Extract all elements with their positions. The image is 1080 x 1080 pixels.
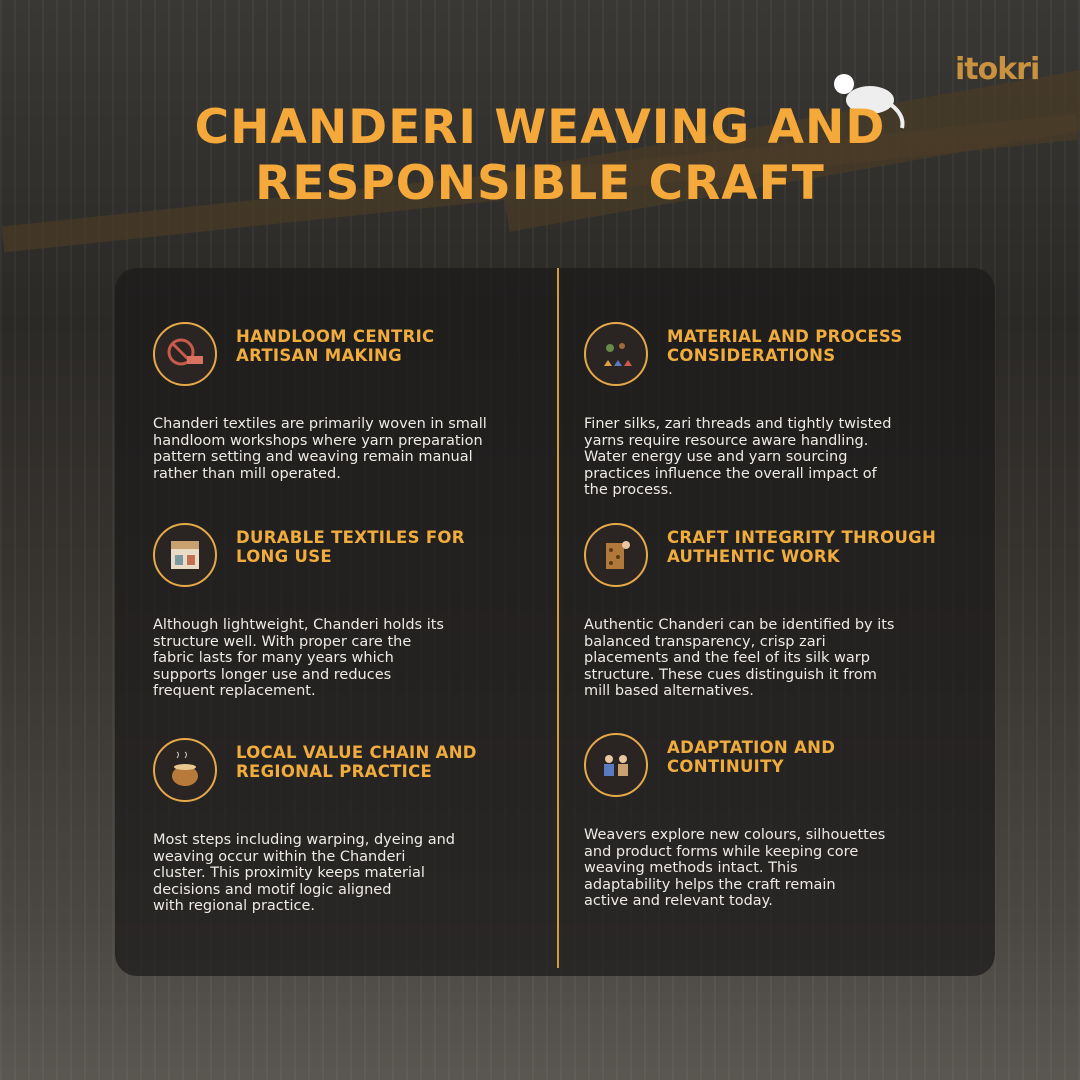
material-threads-icon: [584, 322, 648, 386]
item-heading: HANDLOOM CENTRIC ARTISAN MAKING: [236, 327, 435, 365]
item-heading: DURABLE TEXTILES FOR LONG USE: [236, 528, 465, 566]
fabric-inspect-icon: [584, 523, 648, 587]
item-heading: LOCAL VALUE CHAIN AND REGIONAL PRACTICE: [236, 743, 477, 781]
handloom-no-machine-icon: [153, 322, 217, 386]
shop-textiles-icon: [153, 523, 217, 587]
dye-pot-icon: [153, 738, 217, 802]
item-heading: CRAFT INTEGRITY THROUGH AUTHENTIC WORK: [667, 528, 937, 566]
item-body: Chanderi textiles are primarily woven in small handloom workshops where yarn preparation pattern setting and weaving remain manual rather than mill operated.: [153, 416, 487, 482]
item-body: Finer silks, zari threads and tightly twisted yarns require resource aware handling. Water energy use and yarn sourcing practices influence the overall impact of the process.: [584, 416, 892, 498]
item-body: Authentic Chanderi can be identified by its balanced transparency, crisp zari placements and the feel of its silk warp structure. These cues distinguish it from mill based alternatives.: [584, 617, 895, 699]
brand-logo: itokri: [955, 52, 1040, 87]
item-body: Although lightweight, Chanderi holds its structure well. With proper care the fabric lasts for many years which supports longer use and reduces frequent replacement.: [153, 617, 444, 699]
column-divider: [557, 268, 559, 968]
weavers-icon: [584, 733, 648, 797]
item-heading: MATERIAL AND PROCESS CONSIDERATIONS: [667, 327, 903, 365]
page-title: CHANDERI WEAVING AND RESPONSIBLE CRAFT: [194, 100, 886, 211]
item-body: Weavers explore new colours, silhouettes and product forms while keeping core weaving methods intact. This adaptability helps the craft remain active and relevant today.: [584, 827, 886, 909]
item-heading: ADAPTATION AND CONTINUITY: [667, 738, 836, 776]
item-body: Most steps including warping, dyeing and weaving occur within the Chanderi cluster. This proximity keeps material decisions and motif logic aligned with regional practice.: [153, 832, 455, 914]
